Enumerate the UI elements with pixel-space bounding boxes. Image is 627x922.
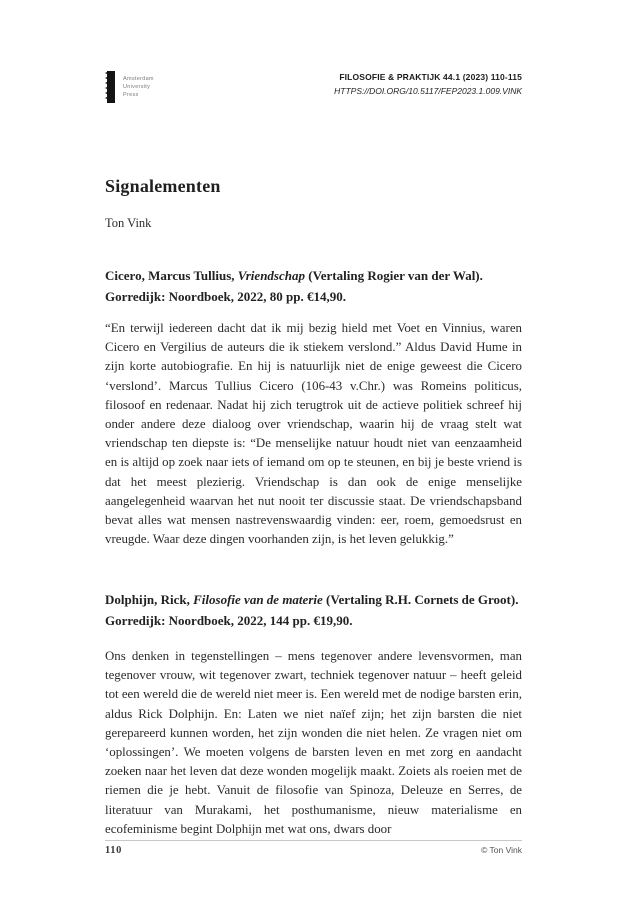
publisher-name-line: University: [123, 84, 151, 90]
review-heading-dolphijn: [105, 590, 522, 631]
review-heading-pre: Cicero, Marcus Tullius,: [105, 268, 238, 283]
footer-divider: [105, 840, 522, 841]
review-body-dolphijn: Ons denken in tegenstellingen – mens tegenover andere levensvormen, man tegenover vrouw, wit tegenover zwart, techniek tegenover natuur – heeft geleid tot een wereld die de wereld niet meer is. Een wereld met de nodige barsten erin, aldus Rick Dolphijn. En: Laten we niet naïef zijn; het zijn barsten die niet gerepareerd kunnen worden, het zijn wonden die niet helen. Ze vragen niet om ‘oplossingen’. We moeten volgens de barsten leven en met zorg en aandacht zoeken naar het leven dat deze wonden mogelijk maakt. Zoiets als roeien met de riemen die je hebt. Vanuit de filosofie van Spinoza, Deleuze en Serres, de literatuur van Murakami, het posthumanisme, nieuw materialisme en ecofeminisme begint Dolphijn met wat ons, dwars door: [105, 649, 522, 836]
copyright-notice: © Ton Vink: [481, 845, 522, 855]
book-title-italic: Filosofie van de materie: [193, 592, 323, 607]
review-heading-post: (Vertaling R.H. Cornets de Groot). Gorredijk: Noordboek, 2022, 144 pp. €19,90.: [105, 592, 519, 628]
journal-citation: FILOSOFIE & PRAKTIJK 44.1 (2023) 110-115: [339, 72, 522, 82]
aup-spine-icon: [105, 71, 115, 103]
publisher-name-line: Press: [123, 92, 139, 98]
review-heading-pre: Dolphijn, Rick,: [105, 592, 194, 607]
book-title-italic: Vriendschap: [237, 268, 305, 283]
publisher-name: [123, 71, 154, 99]
page-footer: [105, 845, 522, 856]
page-number: 110: [105, 845, 122, 856]
journal-header: [334, 70, 522, 98]
review-heading-cicero: [105, 266, 522, 307]
doi-link: HTTPS://DOI.ORG/10.5117/FEP2023.1.009.VINK: [334, 86, 522, 96]
review-body-cicero: “En terwijl iedereen dacht dat ik mij bezig hield met Voet en Vinnius, waren Cicero en Vergilius de auteurs die ik stiekem verslond.” Aldus David Hume in zijn korte autobiografie. En hij is natuurlijk niet de enige geweest die Cicero ‘verslond’. Marcus Tullius Cicero (106-43 v.Chr.) was Romeins politicus, filosoof en redenaar. Nadat hij zich terugtrok uit de actieve politiek schreef hij onder andere deze dialoog over vriendschap, waarin hij de vraag stelt wat vriendschap ten diepste is: “De menselijke natuur houdt niet van eenzaamheid en is altijd op zoek naar iets of iemand om op te steunen, en bij je beste vriend is dat het meest plezierig. Vriendschap is dan ook de enige menselijke aangelegenheid waarvan het nut nooit ter discussie staat. De vriendschapsband bevat alles wat mensen nastrevenswaardig vinden: eer, roem, gemoedsrust en vreugde. Waar deze dingen voorhanden zijn, is het leven gelukkig.”: [105, 321, 522, 547]
page-title: Signalementen: [105, 176, 221, 196]
publisher-logo: [105, 71, 154, 103]
publisher-name-line: Amsterdam: [123, 76, 154, 82]
author-byline: Ton Vink: [105, 216, 152, 230]
review-heading-post: (Vertaling Rogier van der Wal). Gorredijk: Noordboek, 2022, 80 pp. €14,90.: [105, 268, 483, 304]
